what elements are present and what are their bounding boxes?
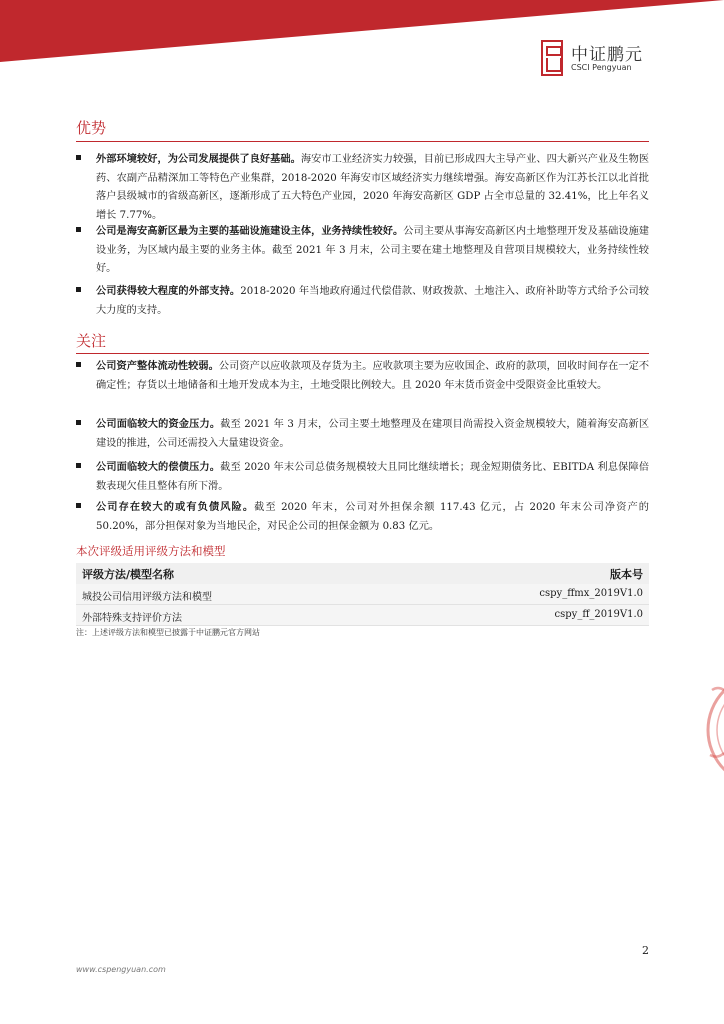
method-version: cspy_ff_2019V1.0 [554, 609, 643, 620]
table-header [76, 563, 649, 584]
advantage-item [76, 282, 649, 320]
company-stamp-icon [704, 660, 724, 800]
concerns-divider [76, 353, 649, 354]
advantage-item [76, 150, 649, 225]
concern-item [76, 498, 649, 536]
website-link[interactable]: www.cspengyuan.com [76, 965, 166, 974]
concerns-heading: 关注 [76, 332, 107, 350]
method-version: cspy_ffmx_2019V1.0 [539, 588, 643, 599]
bullet-icon [76, 463, 81, 468]
methods-note: 注：上述评级方法和模型已披露于中证鹏元官方网站 [76, 628, 260, 637]
page-number: 2 [642, 944, 649, 957]
methods-table [76, 563, 649, 626]
logo-text-cn: 中证鹏元 [571, 45, 643, 65]
concern-text: 截至 2020 年末公司总债务规模较大且同比继续增长；现金短期债务比、EBITDA 利息保障倍数表现欠佳且整体有所下滑。 [96, 462, 650, 492]
concern-item [76, 458, 649, 496]
methods-title: 本次评级适用评级方法和模型 [76, 544, 226, 558]
concern-item [76, 415, 649, 453]
concern-bold: 公司面临较大的偿债压力。 [96, 461, 221, 473]
concern-item [76, 357, 649, 395]
advantage-text: 2018-2020 年当地政府通过代偿借款、财政拨款、土地注入、政府补助等方式给予公司较大力度的支持。 [96, 286, 649, 316]
column-header-version: 版本号 [610, 568, 643, 581]
concern-bold: 公司面临较大的资金压力。 [96, 418, 221, 430]
concern-bold: 公司存在较大的或有负债风险。 [96, 501, 255, 513]
bullet-icon [76, 155, 81, 160]
advantages-divider [76, 141, 649, 142]
column-header-name: 评级方法/模型名称 [82, 568, 175, 581]
table-row [76, 584, 649, 605]
bullet-icon [76, 362, 81, 367]
bullet-icon [76, 287, 81, 292]
advantage-text: 公司主要从事海安高新区内土地整理开发及基础设施建设业务，为区域内最主要的业务主体。截至 2021 年 3 月末，公司主要在建土地整理及自营项目规模较大，业务持续性较好。 [96, 226, 649, 275]
advantage-text: 海安市工业经济实力较强，目前已形成四大主导产业、四大新兴产业及生物医药、农副产品精深加工等特色产业集群，2018-2020 年海安市区域经济实力继续增强。海安高新区作为江苏长江以北首批落户县级城市的省级高新区，逐渐形成了五大特色产业园，2020 年海安高新区 GDP 占全市总量的 32.41%，比上年名义增长 7.77%。 [96, 154, 650, 221]
advantage-bold: 公司是海安高新区最为主要的基础设施建设主体，业务持续性较好。 [96, 225, 404, 237]
concern-bold: 公司资产整体流动性较弱。 [96, 360, 219, 372]
method-name: 城投公司信用评级方法和模型 [82, 592, 212, 603]
bullet-icon [76, 503, 81, 508]
table-row [76, 605, 649, 626]
advantages-heading: 优势 [76, 119, 107, 137]
method-name: 外部特殊支持评价方法 [82, 613, 182, 624]
seal-logo-icon [541, 40, 563, 76]
advantage-bold: 公司获得较大程度的外部支持。 [96, 285, 241, 297]
bullet-icon [76, 227, 81, 232]
bullet-icon [76, 420, 81, 425]
logo-text-en: CSCI Pengyuan [571, 63, 632, 72]
advantage-bold: 外部环境较好，为公司发展提供了良好基础。 [96, 153, 301, 165]
advantage-item [76, 222, 649, 279]
concern-text: 截至 2021 年 3 月末，公司主要土地整理及在建项目尚需投入资金规模较大，随着海安高新区建设的推进，公司还需投入大量建设资金。 [96, 419, 650, 449]
concern-text: 截至 2020 年末，公司对外担保余额 117.43 亿元，占 2020 年末公司净资产的 50.20%，部分担保对象为当地民企，对民企公司的担保金额为 0.83 亿元。 [96, 502, 649, 532]
company-logo [541, 40, 651, 80]
concern-text: 公司资产以应收款项及存货为主。应收款项主要为应收国企、政府的款项，回收时间存在一定不确定性；存货以土地储备和土地开发成本为主，土地受限比例较大。且 2020 年末货币资金中受限资金比重较大。 [96, 361, 650, 391]
